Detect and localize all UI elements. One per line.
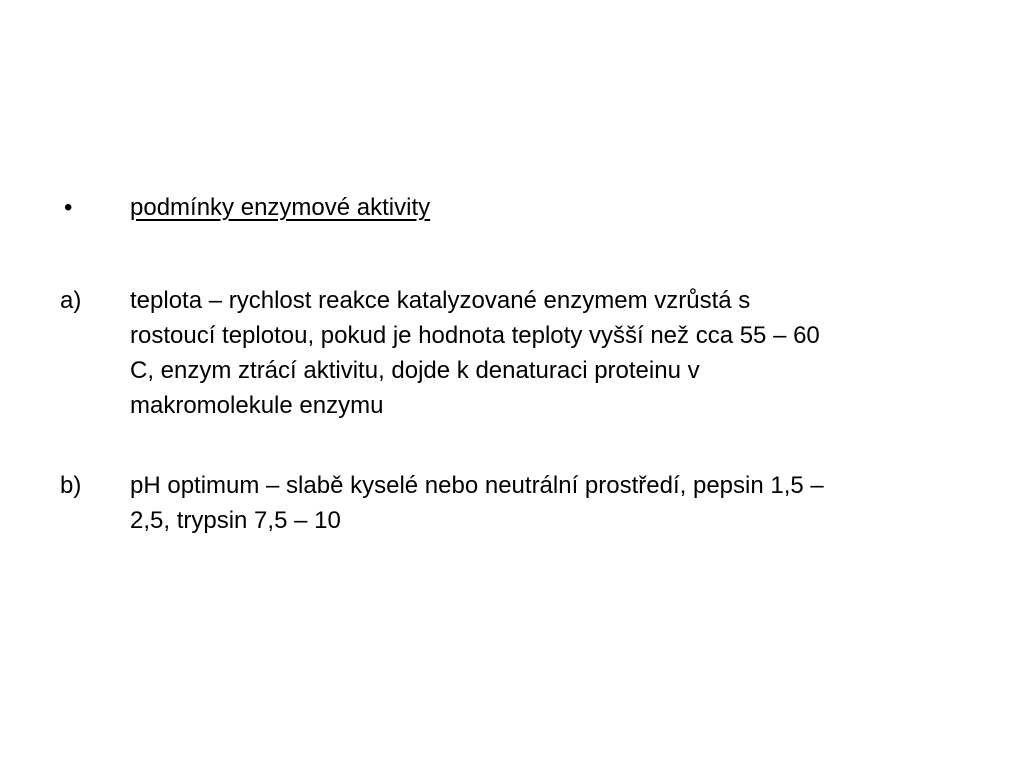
text-line: C, enzym ztrácí aktivitu, dojde k denaturaci proteinu v: [130, 357, 700, 384]
text-line: makromolekule enzymu: [130, 392, 384, 419]
list-item-a: [60, 283, 960, 423]
text-line: rostoucí teplotou, pokud je hodnota teploty vyšší než cca 55 – 60: [130, 322, 820, 349]
list-item-b-text: [130, 468, 960, 538]
list-item-b: [60, 468, 960, 538]
text-line: 2,5, trypsin 7,5 – 10: [130, 507, 341, 534]
text-line: teplota – rychlost reakce katalyzované enzymem vzrůstá s: [130, 287, 751, 314]
list-item-a-text: [130, 283, 960, 423]
list-marker-a: a): [60, 287, 82, 314]
heading-bullet-item: [60, 190, 960, 225]
heading-text: podmínky enzymové aktivity: [130, 194, 431, 221]
bullet-marker: •: [64, 194, 73, 221]
text-line: pH optimum – slabě kyselé nebo neutrální prostředí, pepsin 1,5 –: [130, 472, 824, 499]
list-marker-b: b): [60, 472, 82, 499]
